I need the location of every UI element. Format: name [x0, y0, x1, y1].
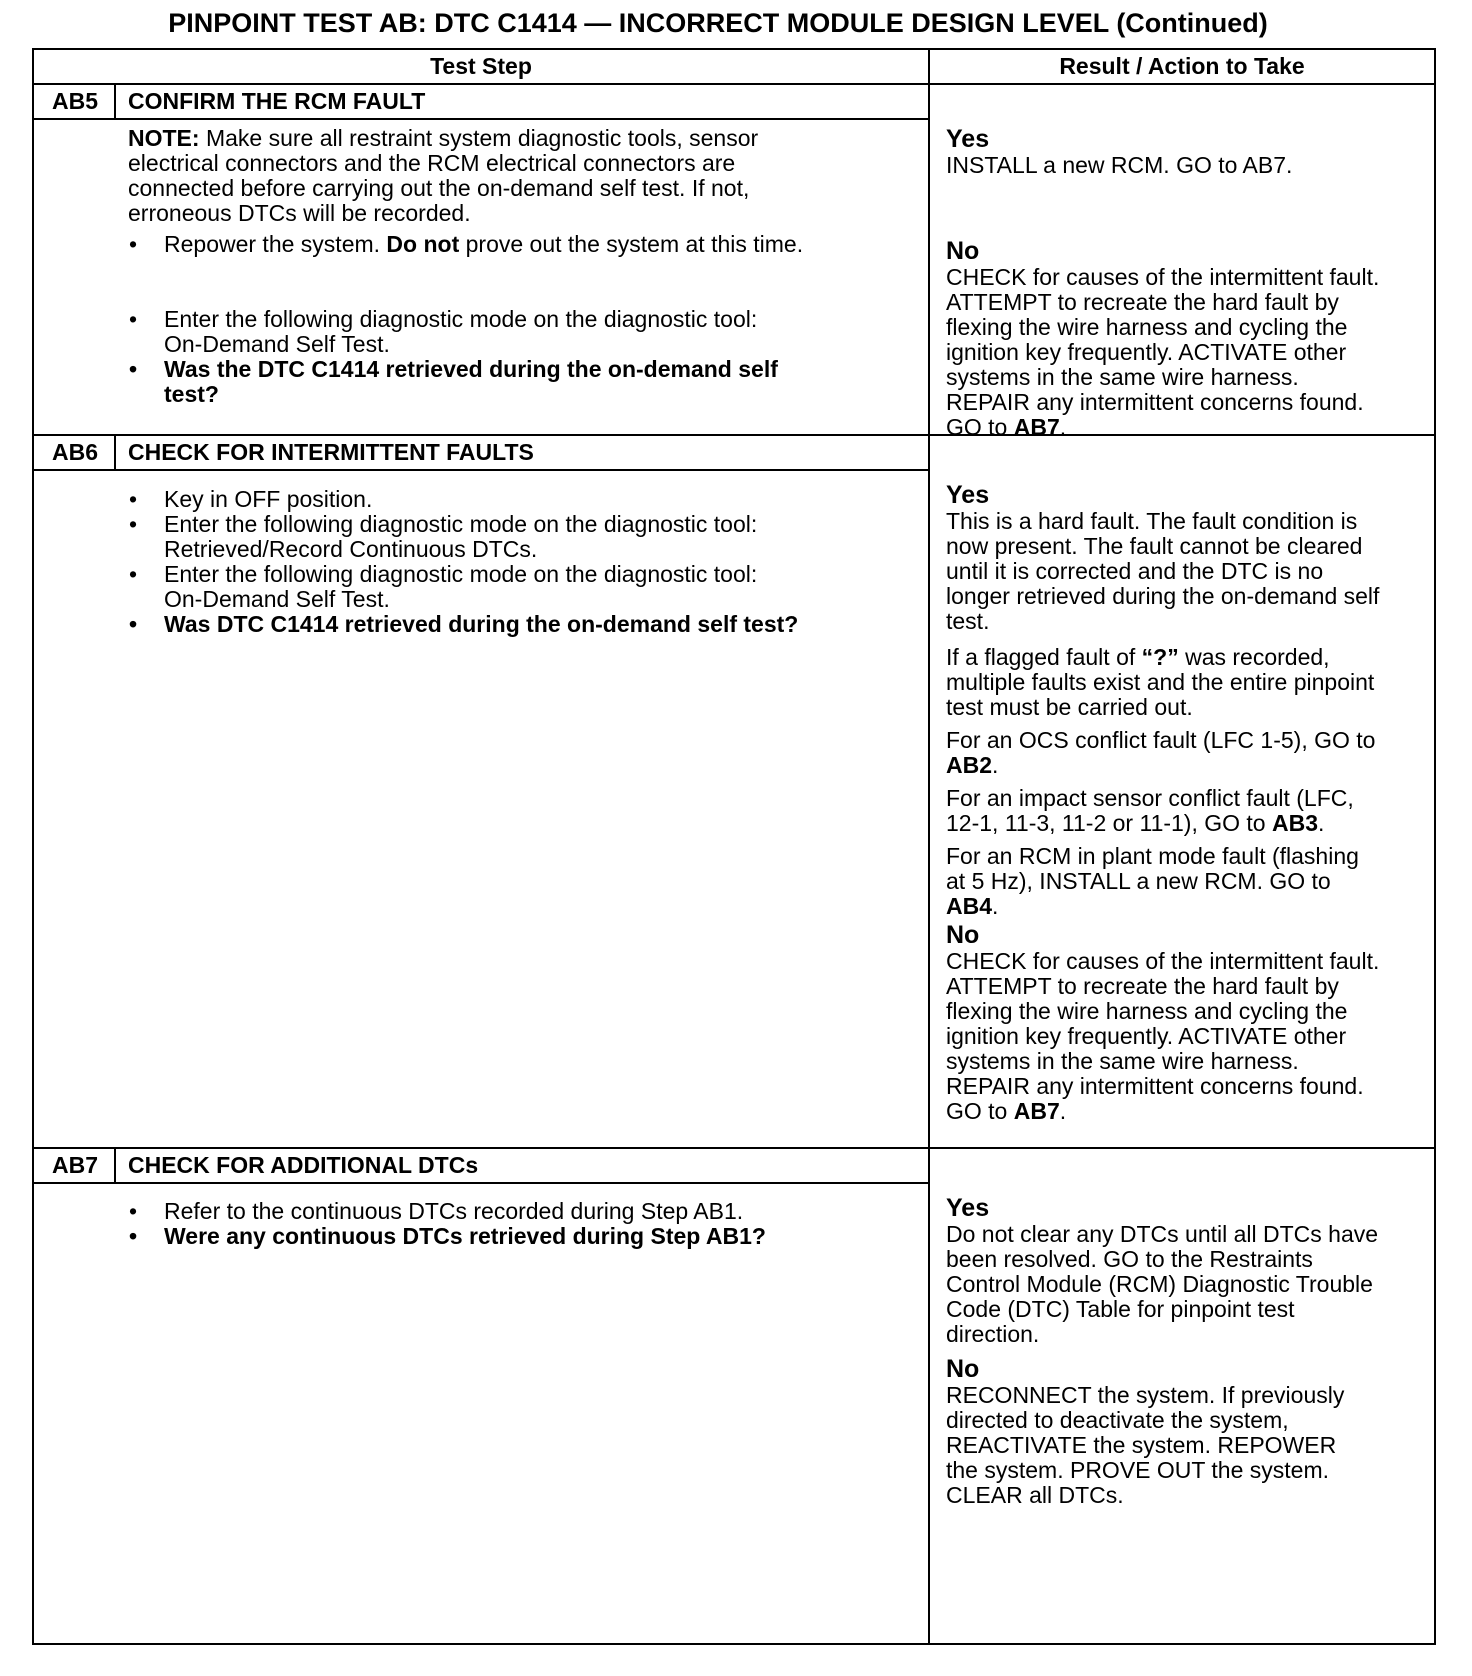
ab6-step-key-off-text: Key in OFF position.: [164, 486, 373, 512]
ab5-step-repower-text: Repower the system.: [164, 231, 387, 257]
ab6-yes-label: Yes: [946, 481, 990, 509]
ab6-ocs-end: .: [992, 752, 999, 778]
ab6-flag-pre: If a flagged fault of: [946, 644, 1142, 670]
ab6-result-yes: [946, 482, 1431, 634]
ab7-step-refer: [128, 1199, 918, 1224]
ab5-no-label: No: [946, 237, 980, 265]
ab6-result-no: [946, 922, 1431, 1124]
ab5-instructions: [128, 126, 918, 407]
ab6-ocs-body: For an OCS conflict fault (LFC 1-5), GO to: [946, 727, 1376, 753]
ab6-no-text: [946, 949, 1431, 1124]
ab5-yes-text: INSTALL a new RCM. GO to AB7.: [946, 152, 1293, 178]
ab5-step-diagnostic-mode: [128, 307, 918, 357]
ab6-instructions: [128, 487, 918, 637]
step-title-ab5: CONFIRM THE RCM FAULT: [128, 88, 426, 114]
ab6-ocs-conflict: [946, 728, 1431, 778]
ab7-step-refer-text: Refer to the continuous DTCs recorded during Step AB1.: [164, 1198, 744, 1224]
ab5-note: [128, 126, 918, 226]
ab6-plant-text: [946, 844, 1431, 919]
ab6-flag-post: was recorded, multiple faults exist and the entire pinpoint test must be carried out.: [946, 644, 1375, 720]
ab6-impact-body: For an impact sensor conflict fault (LFC, 12-1, 11-3, 11-2 or 11-1), GO to: [946, 785, 1354, 836]
ab6-plant-mode: [946, 844, 1431, 919]
ab6-plant-link: AB4: [946, 893, 993, 919]
ab6-no-body: CHECK for causes of the intermittent fault. ATTEMPT to recreate the hard fault by flexing the wire harness and cycling the ignition key frequently. ACTIVATE other systems in the same wire harness. REPAIR any intermittent concerns found. GO to: [946, 948, 1380, 1124]
step-id-ab6: AB6: [51, 439, 98, 465]
column-divider: [928, 48, 930, 1645]
bullet-icon: •: [128, 561, 138, 587]
ab6-impact-end: .: [1318, 810, 1325, 836]
ab6-step-retrieved-mode-text: Enter the following diagnostic mode on the diagnostic tool: Retrieved/Record Continuous DTCs.: [164, 511, 758, 562]
ab6-impact-conflict: [946, 786, 1431, 836]
ab7-result-no: [946, 1356, 1431, 1508]
ab6-flagged-text: [946, 645, 1431, 720]
step-title-divider: [32, 118, 929, 120]
ab6-flag-symbol: “?”: [1141, 644, 1179, 670]
ab5-result-no: [946, 238, 1431, 440]
step-title-ab7: CHECK FOR ADDITIONAL DTCs: [128, 1152, 479, 1178]
ab6-no-end: .: [1059, 1098, 1067, 1124]
ab7-instructions: [128, 1199, 918, 1249]
bullet-icon: •: [128, 1223, 138, 1249]
page-title: PINPOINT TEST AB: DTC C1414 — INCORRECT MODULE DESIGN LEVEL (Continued): [168, 8, 1268, 38]
ab7-question: [128, 1224, 918, 1249]
step-title-divider: [32, 469, 929, 471]
step-title-ab6: CHECK FOR INTERMITTENT FAULTS: [128, 439, 534, 465]
ab7-no-text: RECONNECT the system. If previously directed to deactivate the system, REACTIVATE the system. REPOWER the system. PROVE OUT the system. CLEAR all DTCs.: [946, 1382, 1345, 1508]
ab5-no-end: .: [1059, 414, 1067, 440]
ab6-flagged-fault: [946, 645, 1431, 720]
ab6-ocs-text: [946, 728, 1431, 778]
ab7-yes-text: Do not clear any DTCs until all DTCs have been resolved. GO to the Restraints Control Module (RCM) Diagnostic Trouble Code (DTC) Table for pinpoint test direction.: [946, 1221, 1379, 1347]
ab6-step-retrieved-mode: [128, 512, 918, 562]
ab7-no-label: No: [946, 1355, 980, 1383]
ab5-no-text: [946, 265, 1431, 440]
note-label: NOTE:: [128, 125, 200, 151]
ab5-question-text: Was the DTC C1414 retrieved during the on-demand self test?: [164, 356, 778, 407]
ab6-yes-text: This is a hard fault. The fault condition is now present. The fault cannot be cleared until it is corrected and the DTC is no longer retrieved during the on-demand self test.: [946, 508, 1380, 634]
ab6-impact-link: AB3: [1272, 810, 1319, 836]
step-title-divider: [32, 1182, 929, 1184]
bullet-icon: •: [128, 511, 138, 537]
ab6-plant-body: For an RCM in plant mode fault (flashing at 5 Hz), INSTALL a new RCM. GO to: [946, 843, 1359, 894]
bullet-icon: •: [128, 1198, 138, 1224]
ab7-result-yes: [946, 1195, 1431, 1347]
ab6-impact-text: [946, 786, 1431, 836]
bullet-icon: •: [128, 486, 138, 512]
ab5-no-link: AB7: [1013, 414, 1060, 440]
bullet-icon: •: [128, 306, 138, 332]
ab6-question-text: Was DTC C1414 retrieved during the on-demand self test?: [164, 611, 799, 637]
ab5-step-diagnostic-mode-text: Enter the following diagnostic mode on the diagnostic tool: On-Demand Self Test.: [164, 306, 758, 357]
ab6-plant-end: .: [992, 893, 999, 919]
ab5-step-repower-emphasis: Do not: [386, 231, 460, 257]
ab5-question: [128, 357, 918, 407]
ab7-question-text: Were any continuous DTCs retrieved during Step AB1?: [164, 1223, 766, 1249]
ab6-ocs-link: AB2: [946, 752, 993, 778]
ab5-step-repower: [128, 232, 918, 257]
ab6-step-self-test-mode-text: Enter the following diagnostic mode on the diagnostic tool: On-Demand Self Test.: [164, 561, 758, 612]
column-header-test-step: Test Step: [430, 53, 532, 79]
ab5-result-yes: [946, 126, 1431, 178]
ab5-yes-label: Yes: [946, 125, 990, 153]
column-header-result: Result / Action to Take: [1059, 53, 1305, 79]
bullet-icon: •: [128, 356, 138, 382]
ab7-yes-label: Yes: [946, 1194, 990, 1222]
ab6-step-self-test-mode: [128, 562, 918, 612]
step-id-ab7: AB7: [51, 1152, 98, 1178]
ab6-question: [128, 612, 918, 637]
ab6-no-label: No: [946, 921, 980, 949]
note-text: Make sure all restraint system diagnostic tools, sensor electrical connectors and the RCM electrical connectors are connected before carrying out the on-demand self test. If not, erroneous DTCs will be recorded.: [128, 125, 759, 226]
ab5-step-repower-rest: prove out the system at this time.: [459, 231, 804, 257]
ab6-step-key-off: [128, 487, 918, 512]
bullet-icon: •: [128, 231, 138, 257]
step-id-ab5: AB5: [51, 88, 98, 114]
ab5-no-body: CHECK for causes of the intermittent fault. ATTEMPT to recreate the hard fault by flexing the wire harness and cycling the ignition key frequently. ACTIVATE other systems in the same wire harness. REPAIR any intermittent concerns found. GO to: [946, 264, 1380, 440]
ab6-no-link: AB7: [1013, 1098, 1060, 1124]
bullet-icon: •: [128, 611, 138, 637]
